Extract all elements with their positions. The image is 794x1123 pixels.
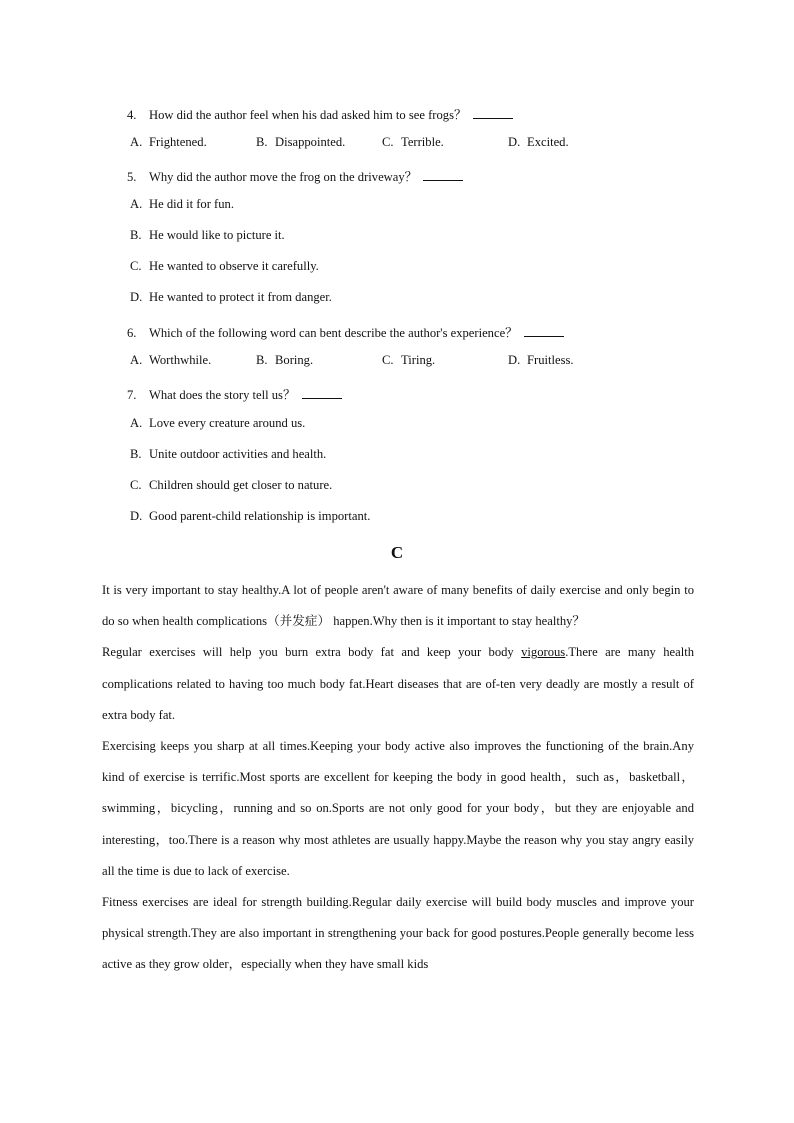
answer-blank	[473, 117, 513, 119]
passage-paragraph-3: Exercising keeps you sharp at all times.Keeping your body active also improves the functioning of the brain.Any kind of exercise is terrific.Most sports are excellent for keeping the body in good health，such as，basketball，swimming，bicycling，running and so on.Sports are not only good for your body，but they are enjoyable and interesting，too.There is a reason why most athletes are usually happy.Maybe the reason why you stay angry easily all the time is due to lack of exercise.	[102, 739, 694, 878]
question-text: Why did the author move the frog on the driveway？	[149, 170, 418, 184]
option-b: B. He would like to picture it.	[130, 228, 285, 242]
option-d: D. Excited.	[508, 135, 569, 149]
option-a: A. Love every creature around us.	[130, 416, 306, 430]
question-number: 5.	[127, 170, 137, 184]
underlined-word: vigorous	[521, 645, 566, 660]
option-c: C. Tiring.	[382, 353, 436, 367]
passage-paragraph-4: Fitness exercises are ideal for strength building.Regular daily exercise will build body muscles and improve your physical strength.They are also important in strengthening your back for good postures.People generally become less active as they grow older，especially when they have small kids	[102, 895, 694, 972]
option-c: C. Terrible.	[382, 135, 444, 149]
question-7	[127, 384, 342, 403]
question-number: 7.	[127, 388, 137, 402]
option-d: D. Good parent-child relationship is important.	[130, 509, 371, 523]
question-5	[127, 166, 463, 185]
section-heading: C	[390, 543, 404, 562]
option-b: B. Disappointed.	[256, 135, 346, 149]
question-number: 4.	[127, 108, 137, 122]
answer-blank	[423, 179, 463, 181]
option-b: B. Boring.	[256, 353, 314, 367]
answer-blank	[302, 397, 342, 399]
question-number: 6.	[127, 326, 137, 340]
passage-paragraph-2: Regular exercises will help you burn extra body fat and keep your body vigorous.There are many health complications related to having too much body fat.Heart diseases that are of-ten very deadly are mostly a result of extra body fat.	[102, 645, 694, 722]
passage	[102, 575, 694, 981]
question-6	[127, 322, 564, 341]
question-text: What does the story tell us？	[149, 388, 296, 402]
question-4	[127, 104, 513, 123]
answer-blank	[524, 335, 564, 337]
option-d: D. He wanted to protect it from danger.	[130, 290, 332, 304]
option-c: C. He wanted to observe it carefully.	[130, 259, 319, 273]
question-text: How did the author feel when his dad asked him to see frogs？	[149, 108, 467, 122]
option-b: B. Unite outdoor activities and health.	[130, 447, 327, 461]
option-d: D. Fruitless.	[508, 353, 574, 367]
passage-paragraph-1: It is very important to stay healthy.A lot of people aren't aware of many benefits of daily exercise and only begin to do so when health complications（并发症） happen.Why then is it important to stay healthy？	[102, 583, 694, 629]
option-c: C. Children should get closer to nature.	[130, 478, 333, 492]
question-text: Which of the following word can bent describe the author's experience？	[149, 326, 518, 340]
option-a: A. Frightened.	[130, 135, 207, 149]
option-a: A. He did it for fun.	[130, 197, 234, 211]
option-a: A. Worthwhile.	[130, 353, 212, 367]
